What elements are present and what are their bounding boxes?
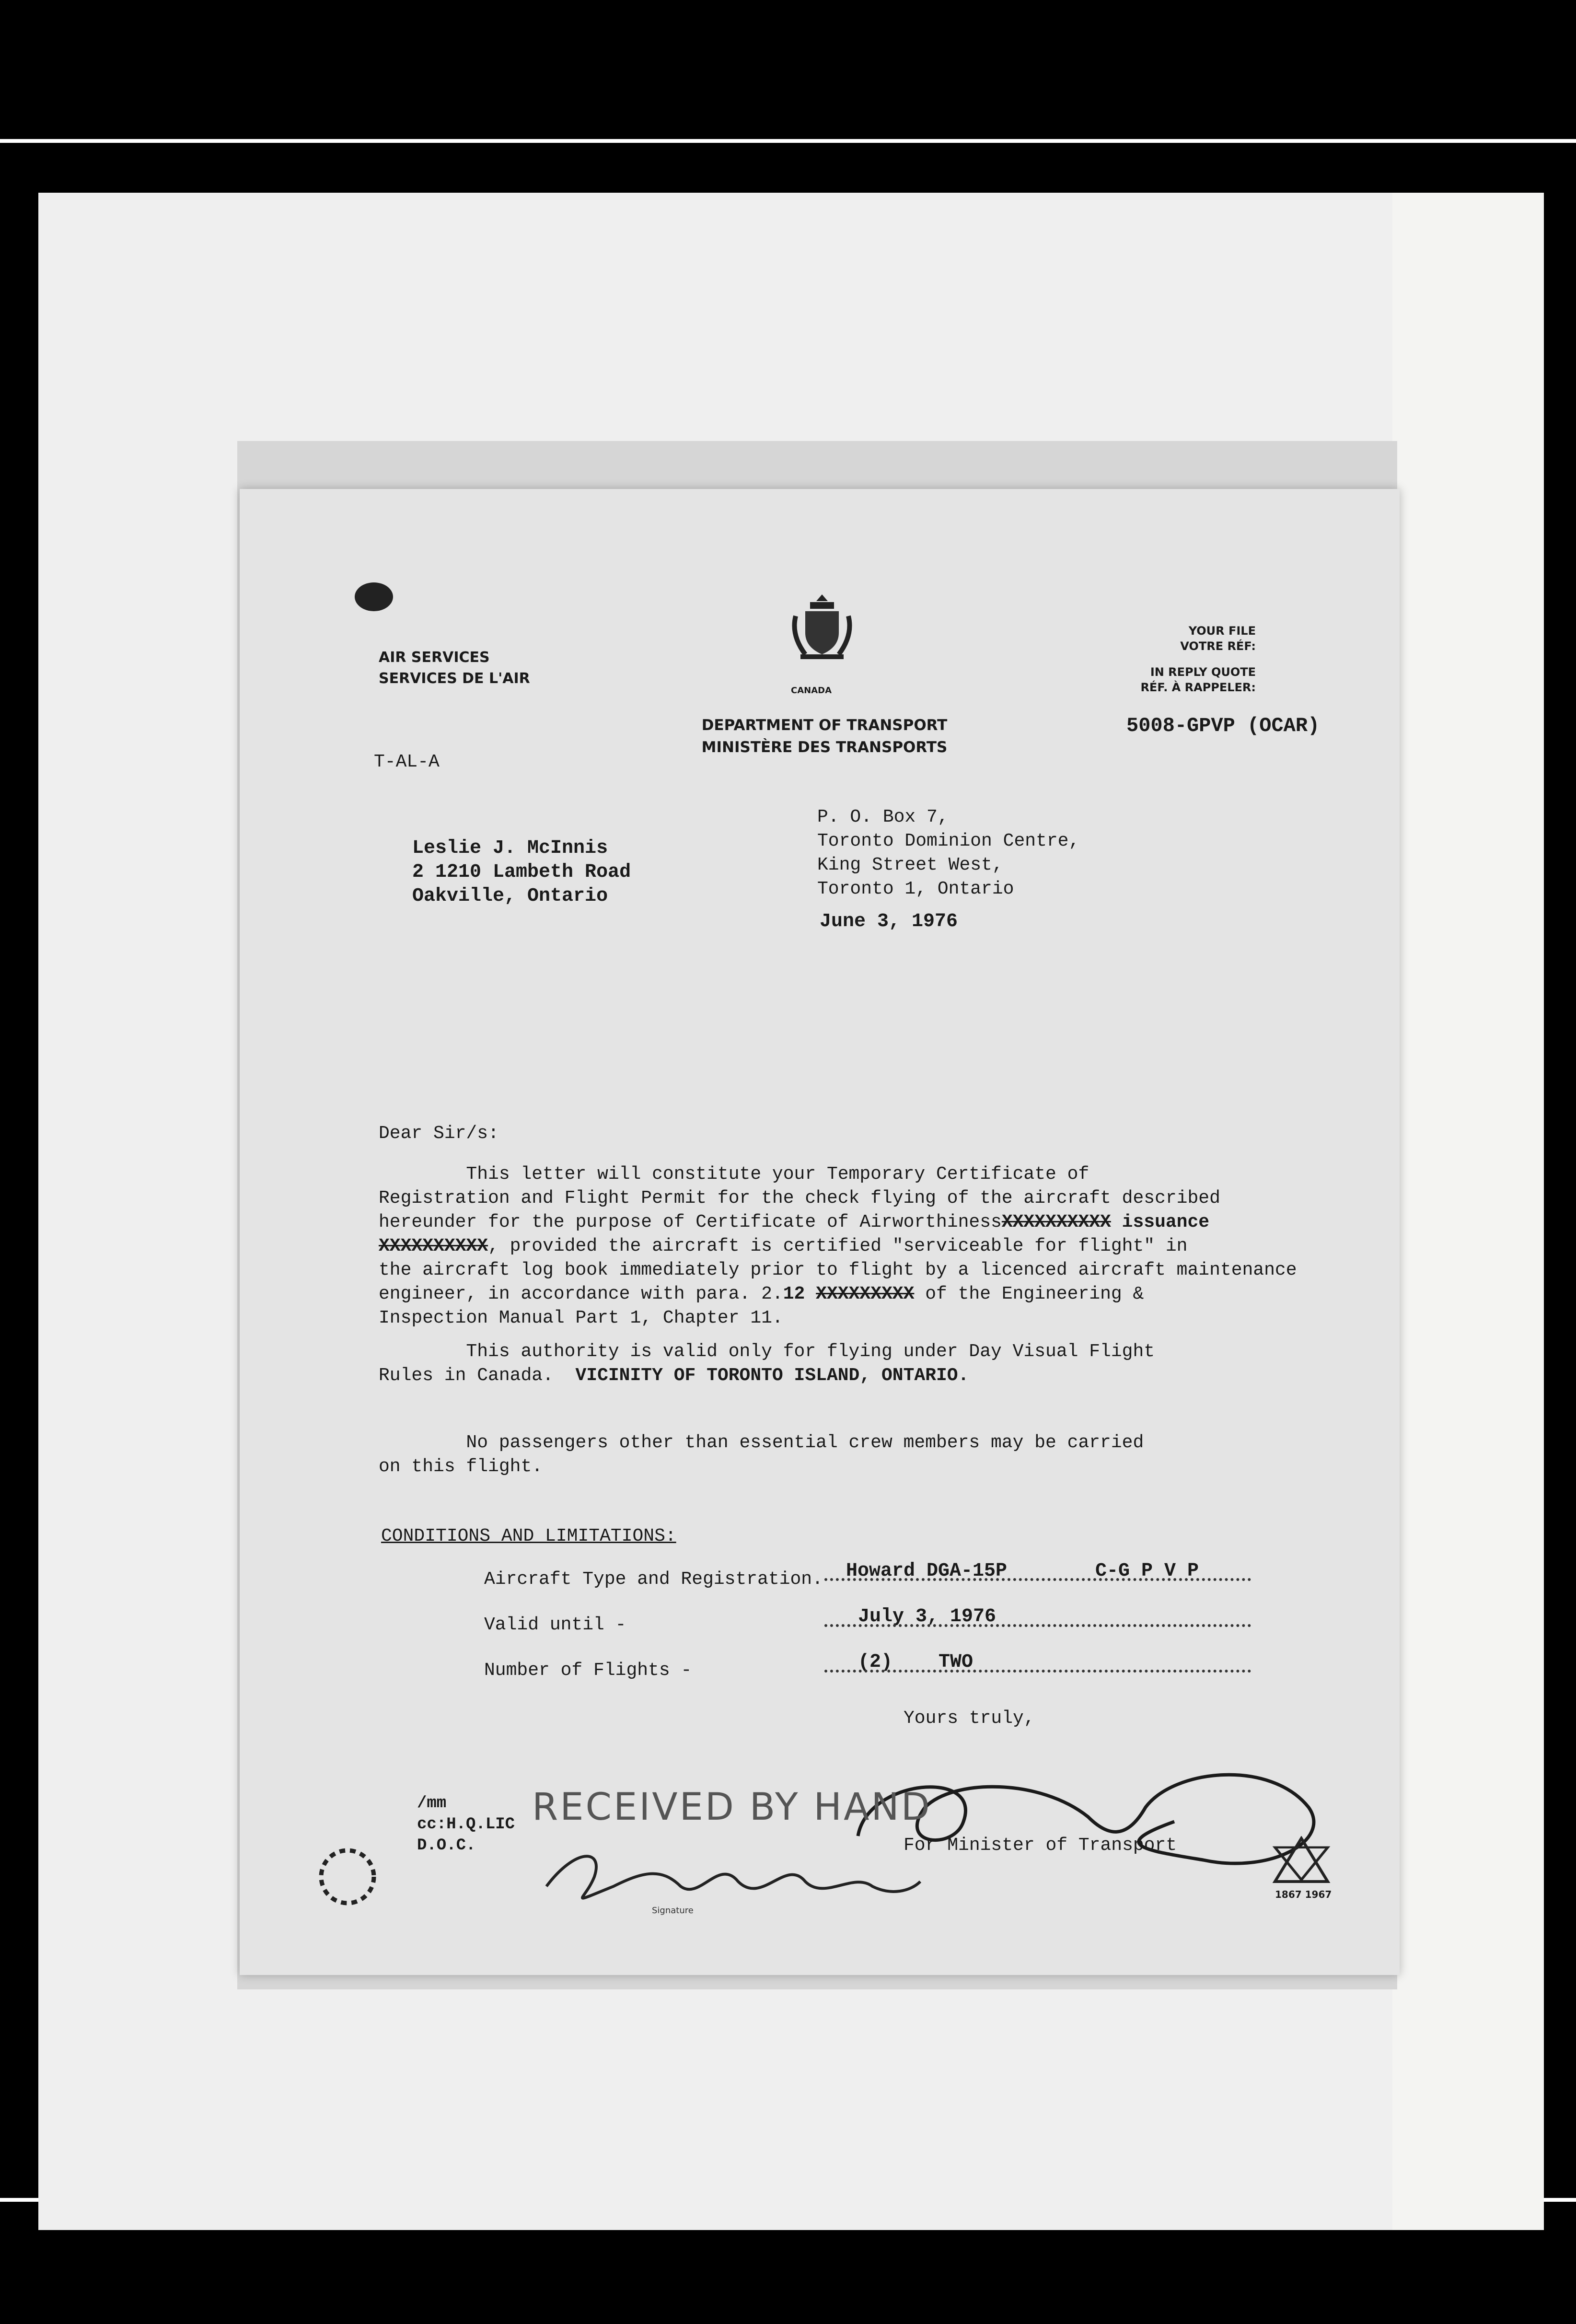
struck-text: XXXXXXXXXX [379, 1236, 488, 1256]
file-reference-block [1093, 623, 1256, 695]
valid-until-value: July 3, 1976 [858, 1606, 997, 1627]
your-file-en: YOUR FILE [1188, 624, 1256, 638]
department-en: DEPARTMENT OF TRANSPORT [701, 717, 948, 734]
paragraph-3 [379, 1431, 1144, 1479]
flights-value: (2) TWO [858, 1651, 973, 1673]
signature-title: For Minister of Transport [904, 1835, 1177, 1856]
recipient-address [412, 837, 631, 908]
reply-quote-fr: RÉF. À RAPPELER: [1140, 681, 1256, 694]
dotted-leader [824, 1624, 1251, 1627]
p2-line-1: This authority is valid only for flying under Day Visual Flight [379, 1341, 1155, 1362]
sender-line-4: Toronto 1, Ontario [817, 879, 1014, 899]
reference-number: 5008-GPVP (OCAR) [1126, 714, 1320, 737]
vicinity-text: VICINITY OF TORONTO ISLAND, ONTARIO. [575, 1365, 969, 1386]
cc-line-2: D.O.C. [417, 1836, 476, 1855]
p3-line-2: on this flight. [379, 1456, 543, 1477]
sender-address [817, 805, 1079, 901]
p1-line-5: the aircraft log book immediately prior to flight by a licenced aircraft maintenance [379, 1260, 1297, 1280]
punch-hole [355, 582, 393, 611]
p1-line-4: XXXXXXXXXX, provided the aircraft is certified "serviceable for flight" in [379, 1236, 1188, 1256]
received-by-hand-stamp: RECEIVED BY HAND [532, 1786, 932, 1829]
p2-line-2: Rules in Canada. VICINITY OF TORONTO ISLAND, ONTARIO. [379, 1365, 969, 1386]
air-services-fr: SERVICES DE L'AIR [379, 670, 530, 687]
coat-of-arms-icon [786, 590, 858, 666]
recipient-signature [537, 1838, 930, 1915]
recipient-street: 2 1210 Lambeth Road [412, 861, 631, 883]
sender-line-2: Toronto Dominion Centre, [817, 831, 1080, 851]
air-services-block [379, 647, 530, 689]
reply-quote-en: IN REPLY QUOTE [1150, 665, 1256, 679]
p1-line-1: This letter will constitute your Temporary Certificate of [379, 1164, 1089, 1185]
recipient-city: Oakville, Ontario [412, 885, 608, 907]
aircraft-type: Howard DGA-15P [846, 1560, 1008, 1582]
p1-line-7: Inspection Manual Part 1, Chapter 11. [379, 1308, 783, 1328]
centennial-years: 1867 1967 [1275, 1889, 1332, 1900]
dotted-leader [824, 1670, 1251, 1673]
valid-until-label: Valid until - [484, 1615, 626, 1635]
conditions-heading: CONDITIONS AND LIMITATIONS: [381, 1526, 676, 1546]
aircraft-label: Aircraft Type and Registration. [484, 1569, 823, 1590]
aircraft-registration: C-G P V P [1095, 1560, 1199, 1582]
sender-line-1: P. O. Box 7, [817, 807, 949, 827]
paragraph-1 [379, 1162, 1297, 1330]
department-block [690, 714, 959, 758]
p1-line-2: Registration and Flight Permit for the check flying of the aircraft described [379, 1188, 1220, 1208]
backing-board-edge [1392, 193, 1544, 2230]
struck-text: XXXXXXXXXX [1001, 1212, 1111, 1232]
paragraph-2 [379, 1340, 1155, 1388]
dotted-leader [824, 1578, 1251, 1581]
department-fr: MINISTÈRE DES TRANSPORTS [701, 739, 948, 756]
flights-label: Number of Flights - [484, 1660, 692, 1681]
struck-text: XXXXXXXXX [816, 1284, 915, 1304]
closing: Yours truly, [904, 1708, 1035, 1729]
salutation: Dear Sir/s: [379, 1123, 499, 1144]
cc-line-1: cc:H.Q.LIC [417, 1815, 515, 1834]
your-file-fr: VOTRE RÉF: [1180, 639, 1256, 653]
air-services-en: AIR SERVICES [379, 649, 490, 666]
canada-label: CANADA [791, 686, 832, 696]
cc-block [417, 1793, 515, 1856]
typist-initials: /mm [417, 1794, 447, 1813]
p1-line-6: engineer, in accordance with para. 2.12 XXXXXXXXX of the Engineering & [379, 1284, 1144, 1304]
recipient-name: Leslie J. McInnis [412, 837, 608, 859]
signature-caption: Signature [652, 1906, 694, 1916]
centennial-logo-icon [1270, 1836, 1333, 1889]
p3-line-1: No passengers other than essential crew members may be carried [379, 1432, 1144, 1453]
file-code: T-AL-A [374, 752, 440, 772]
ornamental-seal-icon [307, 1836, 388, 1917]
top-border-line [0, 139, 1576, 143]
p1-line-3: hereunder for the purpose of Certificate of AirworthinessXXXXXXXXXX issuance [379, 1212, 1210, 1232]
sender-line-3: King Street West, [817, 855, 1003, 875]
letter-page [240, 489, 1400, 1975]
letter-date: June 3, 1976 [820, 911, 958, 932]
